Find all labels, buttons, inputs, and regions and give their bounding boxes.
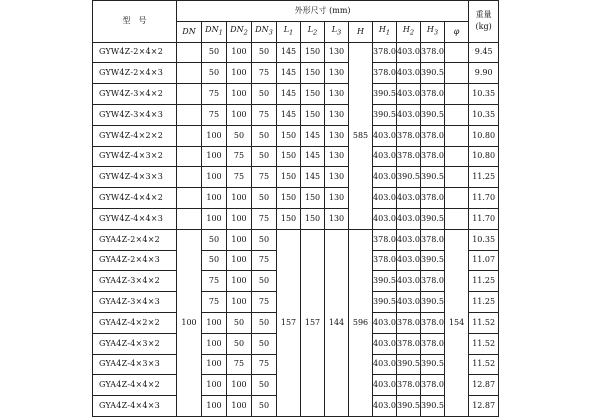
l2-cell: 150 [301, 188, 325, 209]
dn-cell [177, 63, 202, 84]
h3-cell: 378.0 [421, 84, 445, 105]
l3-cell: 130 [325, 84, 349, 105]
l2-cell: 150 [301, 208, 325, 229]
table-row [93, 42, 499, 63]
h3-cell: 390.5 [421, 167, 445, 188]
dn1-cell: 100 [202, 125, 227, 146]
h3-cell: 378.0 [421, 125, 445, 146]
h3-cell: 390.5 [421, 208, 445, 229]
header-col-dn3: $DN_3$ [252, 21, 277, 42]
h3-cell: 378.0 [421, 229, 445, 250]
dn-cell [177, 84, 202, 105]
model-cell: GYW4Z-4×4×2 [93, 188, 177, 209]
dn1-cell: 50 [202, 42, 227, 63]
h1-cell: 403.0 [373, 312, 397, 333]
dn3-cell: 50 [252, 146, 277, 167]
h2-cell: 378.0 [397, 146, 421, 167]
weight-cell: 11.25 [469, 271, 499, 292]
dn-cell [177, 125, 202, 146]
dn3-cell: 75 [252, 292, 277, 313]
dn2-cell: 50 [227, 333, 252, 354]
dn-cell [177, 146, 202, 167]
dn1-cell: 75 [202, 104, 227, 125]
spec-table [92, 0, 499, 417]
h3-cell: 390.5 [421, 396, 445, 417]
dn2-cell: 100 [227, 208, 252, 229]
header-dims: 外形尺寸 (mm) [177, 1, 469, 22]
l3-cell: 130 [325, 63, 349, 84]
h2-cell: 390.5 [397, 167, 421, 188]
table-row [93, 167, 499, 188]
model-cell: GYW4Z-3×4×2 [93, 84, 177, 105]
l3-cell: 130 [325, 167, 349, 188]
h3-cell: 378.0 [421, 146, 445, 167]
l1-cell: 145 [277, 63, 301, 84]
weight-cell: 10.80 [469, 146, 499, 167]
dn2-cell: 100 [227, 104, 252, 125]
phi-cell [445, 208, 469, 229]
l3-cell: 130 [325, 146, 349, 167]
h-merged-cell: 585 [349, 42, 373, 229]
l3-cell: 130 [325, 188, 349, 209]
l1-cell: 145 [277, 104, 301, 125]
header-weight-label: 重量 [475, 10, 492, 20]
model-cell: GYA4Z-4×2×2 [93, 312, 177, 333]
h2-cell: 403.0 [397, 63, 421, 84]
h1-cell: 403.0 [373, 333, 397, 354]
dn1-cell: 100 [202, 354, 227, 375]
dn2-cell: 100 [227, 188, 252, 209]
weight-cell: 9.45 [469, 42, 499, 63]
dn1-cell: 100 [202, 146, 227, 167]
dn1-cell: 50 [202, 63, 227, 84]
dn3-cell: 50 [252, 42, 277, 63]
h2-cell: 378.0 [397, 125, 421, 146]
table-row [93, 125, 499, 146]
dn1-cell: 100 [202, 312, 227, 333]
h2-cell: 390.5 [397, 354, 421, 375]
l1-cell: 150 [277, 125, 301, 146]
header-col-l3: $L_3$ [325, 21, 349, 42]
dn3-cell: 75 [252, 167, 277, 188]
h1-cell: 403.0 [373, 188, 397, 209]
dn2-cell: 50 [227, 125, 252, 146]
l1-cell: 145 [277, 84, 301, 105]
table-row [93, 146, 499, 167]
h3-cell: 390.5 [421, 63, 445, 84]
h1-cell: 403.0 [373, 354, 397, 375]
h1-cell: 390.5 [373, 271, 397, 292]
weight-cell: 12.87 [469, 396, 499, 417]
dn3-cell: 50 [252, 84, 277, 105]
dn2-cell: 100 [227, 375, 252, 396]
weight-cell: 11.52 [469, 333, 499, 354]
dn3-cell: 75 [252, 250, 277, 271]
dn3-cell: 75 [252, 354, 277, 375]
weight-cell: 10.35 [469, 84, 499, 105]
phi-cell [445, 167, 469, 188]
model-cell: GYA4Z-2×4×2 [93, 229, 177, 250]
dn3-cell: 50 [252, 396, 277, 417]
dn-cell [177, 104, 202, 125]
dn1-cell: 100 [202, 188, 227, 209]
h1-cell: 390.5 [373, 104, 397, 125]
weight-cell: 9.90 [469, 63, 499, 84]
weight-cell: 12.87 [469, 375, 499, 396]
model-cell: GYA4Z-3×4×2 [93, 271, 177, 292]
l2-cell: 150 [301, 63, 325, 84]
model-cell: GYA4Z-2×4×3 [93, 250, 177, 271]
l1-cell: 150 [277, 167, 301, 188]
l3-cell: 130 [325, 42, 349, 63]
dn1-cell: 100 [202, 396, 227, 417]
dn2-cell: 75 [227, 167, 252, 188]
h1-cell: 378.0 [373, 229, 397, 250]
h2-cell: 390.5 [397, 396, 421, 417]
dn3-cell: 75 [252, 208, 277, 229]
model-cell: GYW4Z-4×3×2 [93, 146, 177, 167]
weight-cell: 11.25 [469, 292, 499, 313]
h2-cell: 378.0 [397, 312, 421, 333]
table-row [93, 229, 499, 250]
dn2-cell: 100 [227, 292, 252, 313]
h1-cell: 403.0 [373, 208, 397, 229]
h1-cell: 378.0 [373, 42, 397, 63]
dn2-cell: 50 [227, 312, 252, 333]
l2-cell: 145 [301, 146, 325, 167]
phi-cell [445, 42, 469, 63]
weight-cell: 10.35 [469, 229, 499, 250]
l2-cell: 150 [301, 42, 325, 63]
weight-cell: 11.70 [469, 188, 499, 209]
h3-cell: 390.5 [421, 354, 445, 375]
h1-cell: 390.5 [373, 84, 397, 105]
weight-cell: 11.52 [469, 312, 499, 333]
h3-cell: 390.5 [421, 250, 445, 271]
header-col-dn2: $DN_2$ [227, 21, 252, 42]
header-col-h: H [349, 21, 373, 42]
table-row [93, 104, 499, 125]
header-col-h2: $H_2$ [397, 21, 421, 42]
dn2-cell: 100 [227, 396, 252, 417]
l2-cell: 145 [301, 167, 325, 188]
l3-cell: 130 [325, 125, 349, 146]
h2-cell: 403.0 [397, 208, 421, 229]
header-model: 型 号 [93, 1, 177, 43]
model-cell: GYW4Z-3×4×3 [93, 104, 177, 125]
h-merged-cell: 596 [349, 229, 373, 416]
l3-merged-cell: 144 [325, 229, 349, 416]
dn3-cell: 50 [252, 333, 277, 354]
dn-merged-cell: 100 [177, 229, 202, 416]
h1-cell: 403.0 [373, 146, 397, 167]
dn3-cell: 50 [252, 312, 277, 333]
h2-cell: 403.0 [397, 104, 421, 125]
dn3-cell: 75 [252, 104, 277, 125]
dn3-cell: 50 [252, 271, 277, 292]
weight-cell: 11.70 [469, 208, 499, 229]
dn-cell [177, 167, 202, 188]
dn2-cell: 75 [227, 354, 252, 375]
phi-cell [445, 84, 469, 105]
h3-cell: 390.5 [421, 104, 445, 125]
header-col-h3: $H_3$ [421, 21, 445, 42]
header-col-l1: $L_1$ [277, 21, 301, 42]
l2-cell: 150 [301, 84, 325, 105]
dn1-cell: 100 [202, 333, 227, 354]
dn1-cell: 50 [202, 229, 227, 250]
header-col-dn1: $DN_1$ [202, 21, 227, 42]
table-row [93, 63, 499, 84]
h2-cell: 403.0 [397, 250, 421, 271]
dn1-cell: 75 [202, 84, 227, 105]
header-col-dn: DN [177, 21, 202, 42]
dn2-cell: 100 [227, 63, 252, 84]
table-row [93, 208, 499, 229]
weight-cell: 10.35 [469, 104, 499, 125]
dn3-cell: 50 [252, 375, 277, 396]
phi-cell [445, 63, 469, 84]
phi-cell [445, 104, 469, 125]
l1-cell: 150 [277, 188, 301, 209]
model-cell: GYW4Z-2×4×2 [93, 42, 177, 63]
h1-cell: 378.0 [373, 250, 397, 271]
header-col-phi: φ [445, 21, 469, 42]
h3-cell: 390.5 [421, 292, 445, 313]
dn-cell [177, 188, 202, 209]
phi-cell [445, 125, 469, 146]
dn2-cell: 100 [227, 229, 252, 250]
model-cell: GYA4Z-4×4×3 [93, 396, 177, 417]
h1-cell: 403.0 [373, 125, 397, 146]
dn1-cell: 100 [202, 167, 227, 188]
h2-cell: 403.0 [397, 292, 421, 313]
h3-cell: 378.0 [421, 333, 445, 354]
h2-cell: 378.0 [397, 375, 421, 396]
l1-cell: 145 [277, 42, 301, 63]
dn2-cell: 100 [227, 84, 252, 105]
phi-cell [445, 188, 469, 209]
header-weight-unit: (kg) [475, 22, 492, 32]
h2-cell: 403.0 [397, 188, 421, 209]
l1-cell: 150 [277, 208, 301, 229]
h2-cell: 403.0 [397, 229, 421, 250]
dn2-cell: 100 [227, 271, 252, 292]
l3-cell: 130 [325, 208, 349, 229]
l1-merged-cell: 157 [277, 229, 301, 416]
dn2-cell: 100 [227, 42, 252, 63]
table-row [93, 84, 499, 105]
table-row [93, 188, 499, 209]
weight-cell: 11.52 [469, 354, 499, 375]
h1-cell: 378.0 [373, 63, 397, 84]
header-col-h1: $H_1$ [373, 21, 397, 42]
model-cell: GYW4Z-4×3×3 [93, 167, 177, 188]
model-cell: GYA4Z-3×4×3 [93, 292, 177, 313]
dn1-cell: 100 [202, 208, 227, 229]
dn3-cell: 50 [252, 125, 277, 146]
l1-cell: 150 [277, 146, 301, 167]
h2-cell: 403.0 [397, 42, 421, 63]
dn3-cell: 50 [252, 229, 277, 250]
h3-cell: 378.0 [421, 188, 445, 209]
header-col-l2: $L_2$ [301, 21, 325, 42]
dn1-cell: 100 [202, 375, 227, 396]
model-cell: GYW4Z-4×4×3 [93, 208, 177, 229]
dn1-cell: 50 [202, 250, 227, 271]
h2-cell: 403.0 [397, 84, 421, 105]
dn2-cell: 75 [227, 146, 252, 167]
model-cell: GYA4Z-4×3×3 [93, 354, 177, 375]
h1-cell: 403.0 [373, 167, 397, 188]
h3-cell: 378.0 [421, 312, 445, 333]
model-cell: GYW4Z-4×2×2 [93, 125, 177, 146]
h1-cell: 390.5 [373, 292, 397, 313]
weight-cell: 11.07 [469, 250, 499, 271]
l2-cell: 145 [301, 125, 325, 146]
h1-cell: 403.0 [373, 375, 397, 396]
h2-cell: 403.0 [397, 271, 421, 292]
phi-cell [445, 146, 469, 167]
h3-cell: 378.0 [421, 271, 445, 292]
weight-cell: 11.25 [469, 167, 499, 188]
dn3-cell: 75 [252, 63, 277, 84]
h3-cell: 378.0 [421, 375, 445, 396]
phi-merged-cell: 154 [445, 229, 469, 416]
h3-cell: 378.0 [421, 42, 445, 63]
weight-cell: 10.80 [469, 125, 499, 146]
l2-cell: 150 [301, 104, 325, 125]
h2-cell: 378.0 [397, 333, 421, 354]
dn3-cell: 50 [252, 188, 277, 209]
header-row-1 [93, 1, 499, 22]
model-cell: GYA4Z-4×4×2 [93, 375, 177, 396]
dn1-cell: 75 [202, 292, 227, 313]
dn-cell [177, 208, 202, 229]
dn2-cell: 100 [227, 250, 252, 271]
h1-cell: 403.0 [373, 396, 397, 417]
header-weight [469, 1, 499, 43]
l3-cell: 130 [325, 104, 349, 125]
model-cell: GYA4Z-4×3×2 [93, 333, 177, 354]
dn-cell [177, 42, 202, 63]
model-cell: GYW4Z-2×4×3 [93, 63, 177, 84]
dn1-cell: 75 [202, 271, 227, 292]
l2-merged-cell: 157 [301, 229, 325, 416]
